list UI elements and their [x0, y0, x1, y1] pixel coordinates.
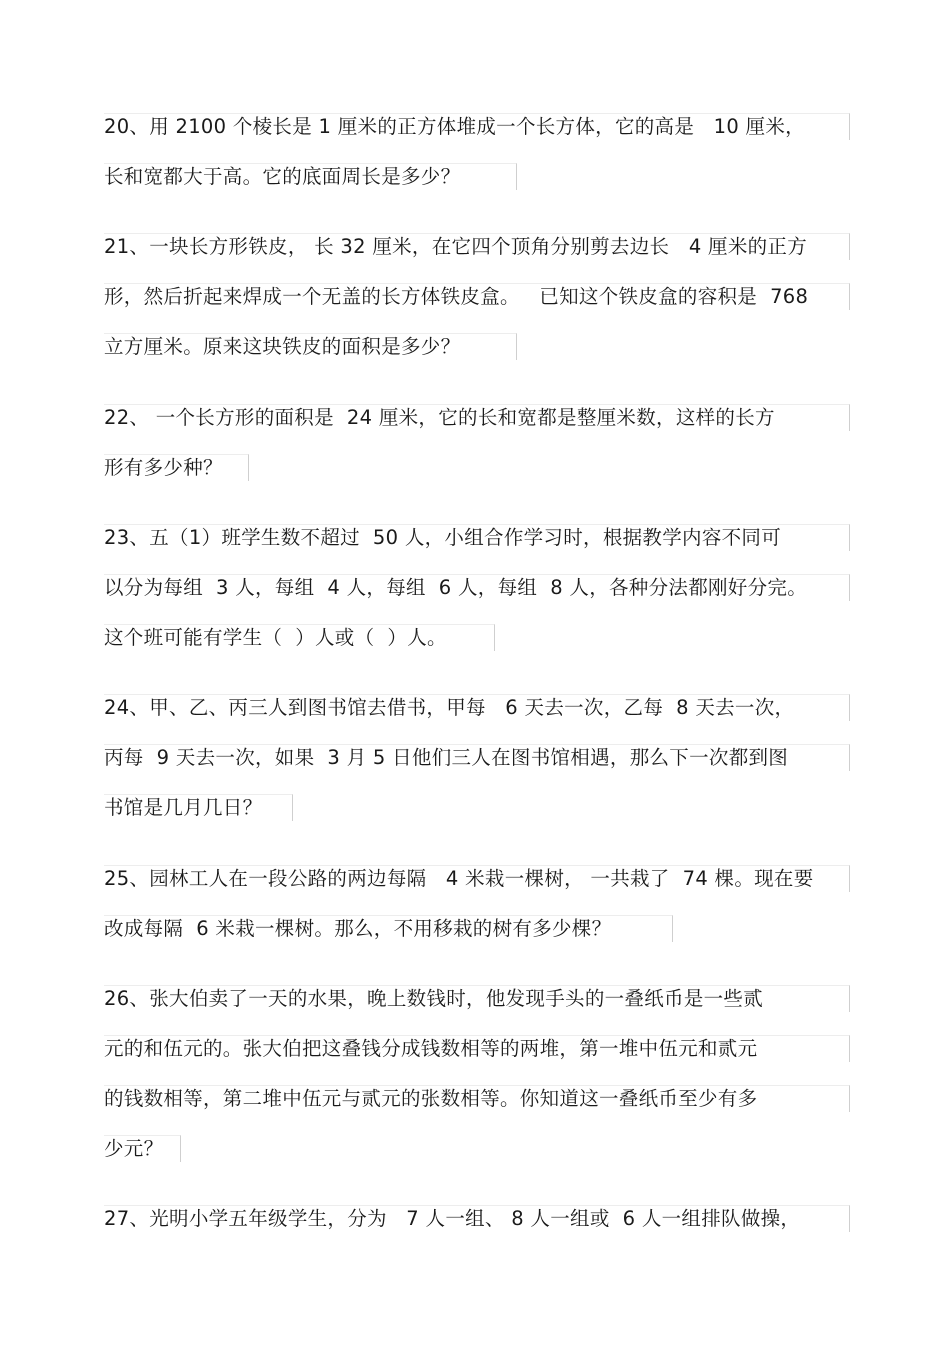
problem-25-line-2: 改成每隔 6 米栽一棵树。那么，不用移栽的树有多少棵？: [104, 917, 612, 940]
problem-21-line-3: 立方厘米。原来这块铁皮的面积是多少？: [104, 335, 461, 358]
problem-21-line-2: 形，然后折起来焊成一个无盖的长方体铁皮盒。 已知这个铁皮盒的容积是 768: [104, 285, 809, 308]
problem-25-line-1: 25、园林工人在一段公路的两边每隔 4 米栽一棵树， 一共栽了 74 棵。现在要: [104, 867, 814, 890]
problem-26-line-4: 少元？: [104, 1137, 164, 1160]
problem-22-line-2: 形有多少种？: [104, 456, 223, 479]
problem-23-line-1: 23、五（1）班学生数不超过 50 人，小组合作学习时，根据教学内容不同可: [104, 526, 782, 549]
problem-27-line-1: 27、光明小学五年级学生，分为 7 人一组、 8 人一组或 6 人一组排队做操，: [104, 1207, 801, 1230]
problem-20-line-1: 20、用 2100 个棱长是 1 厘米的正方体堆成一个长方体，它的高是 10 厘米，: [104, 115, 805, 138]
problem-22-line-1: 22、 一个长方形的面积是 24 厘米，它的长和宽都是整厘米数，这样的长方: [104, 406, 775, 429]
problem-26-line-2: 元的和伍元的。张大伯把这叠钱分成钱数相等的两堆，第一堆中伍元和贰元: [104, 1037, 758, 1060]
problem-24-line-2: 丙每 9 天去一次，如果 3 月 5 日他们三人在图书馆相遇，那么下一次都到图: [104, 746, 789, 769]
problem-23-line-2: 以分为每组 3 人，每组 4 人，每组 6 人，每组 8 人，各种分法都刚好分完。: [104, 576, 808, 599]
problem-26-line-3: 的钱数相等，第二堆中伍元与贰元的张数相等。你知道这一叠纸币至少有多: [104, 1087, 758, 1110]
problem-24-line-1: 24、甲、乙、丙三人到图书馆去借书，甲每 6 天去一次，乙每 8 天去一次，: [104, 696, 795, 719]
problem-26-line-1: 26、张大伯卖了一天的水果，晚上数钱时，他发现手头的一叠纸币是一些贰: [104, 987, 764, 1010]
problem-23-line-3: 这个班可能有学生（ ）人或（ ）人。: [104, 626, 447, 649]
problem-21-line-1: 21、一块长方形铁皮， 长 32 厘米，在它四个顶角分别剪去边长 4 厘米的正方: [104, 235, 808, 258]
problem-20-line-2: 长和宽都大于高。它的底面周长是多少？: [104, 165, 461, 188]
problem-24-line-3: 书馆是几月几日？: [104, 796, 263, 819]
